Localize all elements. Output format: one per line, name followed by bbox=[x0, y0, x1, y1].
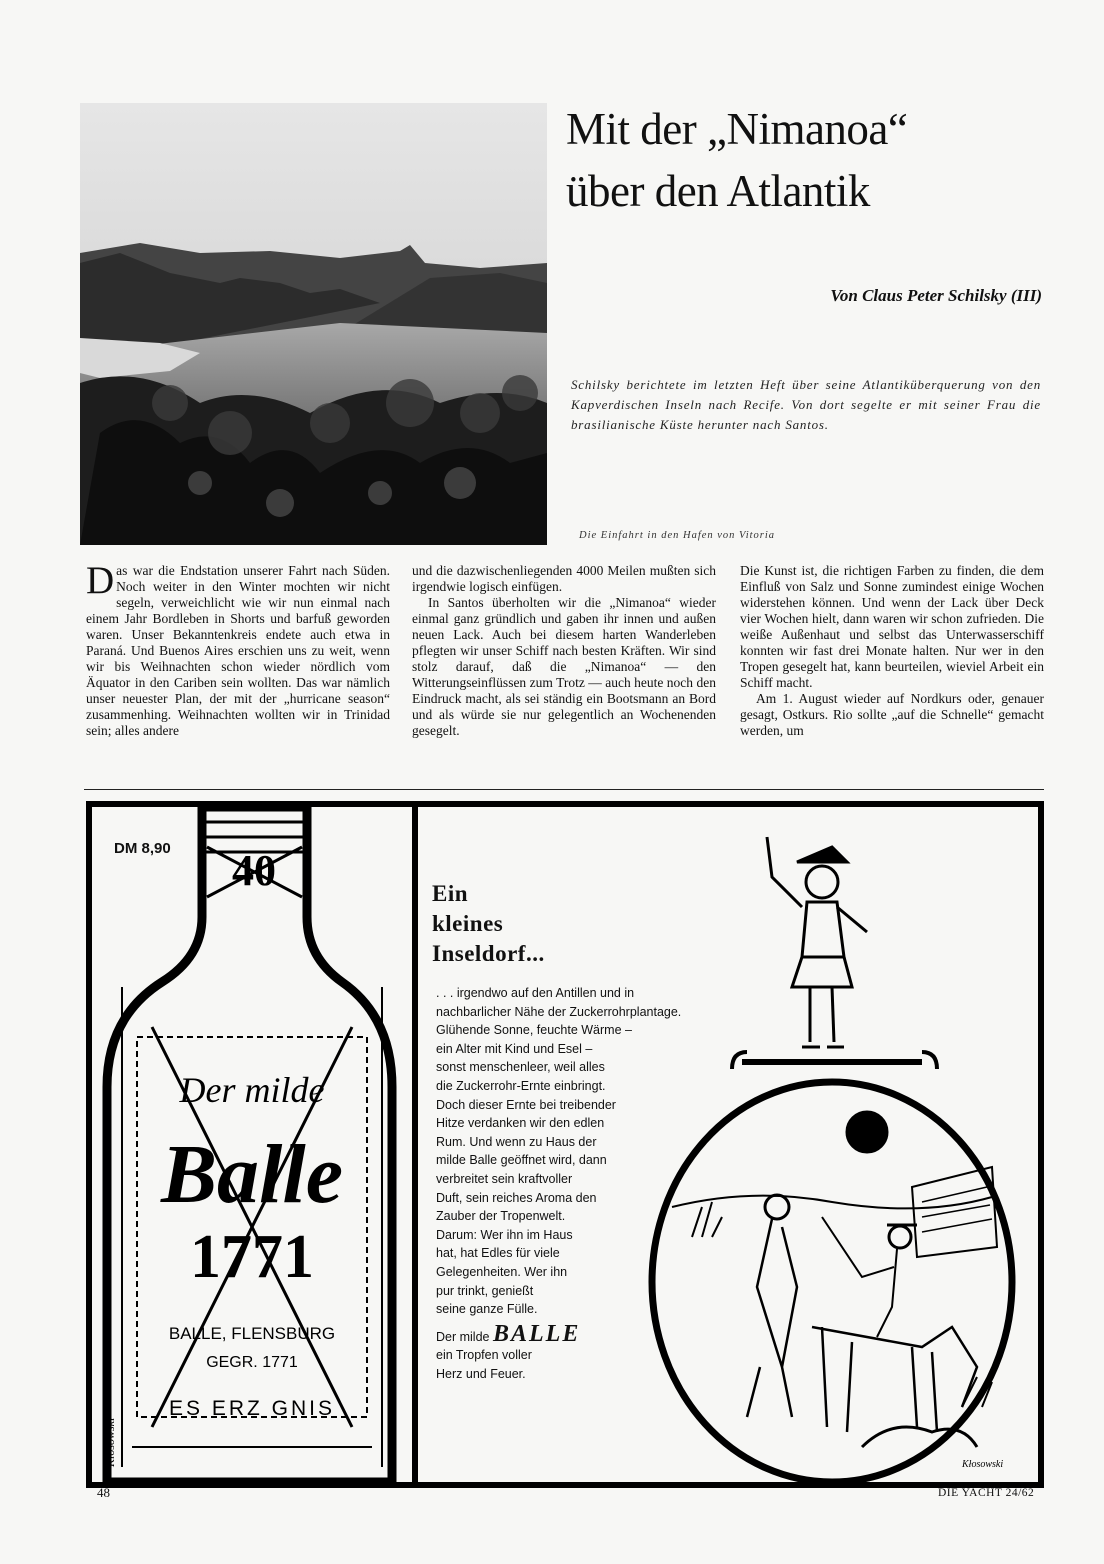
bottle-illustration bbox=[92, 807, 412, 1482]
ad-body-line: Darum: Wer ihn im Haus bbox=[436, 1227, 573, 1242]
article-author: Von Claus Peter Schilsky (III) bbox=[830, 286, 1042, 305]
illustration-signature: Kłosowski bbox=[962, 1459, 1004, 1470]
article-title bbox=[566, 98, 1086, 222]
journal-issue: DIE YACHT 24/62 bbox=[938, 1487, 1035, 1499]
ad-body-line: seine ganze Fülle. bbox=[436, 1302, 538, 1317]
article-column-3 bbox=[740, 563, 1044, 739]
ad-body-line: verbreitet sein kraftvoller bbox=[436, 1171, 573, 1186]
price-tag: DM 8,90 bbox=[114, 840, 171, 857]
bottle-label-year: 1771 bbox=[190, 1223, 314, 1291]
slogan-line-3: Herz und Feuer. bbox=[436, 1366, 526, 1381]
column-2-paragraph-2: In Santos überholten wir die „Nimanoa“ wieder einmal ganz gründlich und gaben ihr innen und außen neuen Lack. Auch bei diesem harten Wanderleben pflegten wir unser Schiff nach besten Kräften. Wir sind stolz darauf, daß die „Nimanoa“ — den Witterungseinflüssen zum Trotz — auch heute noch den Eindruck macht, als sei ständig ein Bootsmann an Bord und als würde sie nur gelegentlich an Wochenenden gesegelt. bbox=[412, 595, 716, 738]
bottle-label-band: ES ERZ GNIS bbox=[168, 1397, 336, 1420]
title-line-1: Mit der „Nimanoa“ bbox=[566, 104, 908, 154]
ad-heading-line-3: Inseldorf... bbox=[432, 941, 545, 966]
ad-body-line: sonst menschenleer, weil alles bbox=[436, 1060, 605, 1075]
bottle-label-gegr: GEGR. 1771 bbox=[206, 1354, 298, 1371]
ad-heading-line-2: kleines bbox=[432, 911, 504, 936]
title-line-2: über den Atlantik bbox=[566, 166, 870, 216]
ad-body-line: Rum. Und wenn zu Haus der bbox=[436, 1134, 597, 1149]
article-column-2 bbox=[412, 563, 716, 739]
ad-body-line: Zauber der Tropenwelt. bbox=[436, 1209, 566, 1224]
ad-heading bbox=[432, 879, 545, 969]
ad-body-line: Doch dieser Ernte bei treibender bbox=[436, 1097, 616, 1112]
drop-cap: D bbox=[86, 559, 115, 602]
ad-body-line: Gelegenheiten. Wer ihn bbox=[436, 1264, 568, 1279]
slogan-line-2: ein Tropfen voller bbox=[436, 1348, 532, 1363]
village-illustration bbox=[632, 807, 1032, 1482]
ad-heading-line-1: Ein bbox=[432, 881, 469, 906]
page-number: 48 bbox=[97, 1485, 110, 1500]
ad-divider bbox=[412, 807, 418, 1482]
column-3-paragraph-1: Die Kunst ist, die richtigen Farben zu finden, die dem Einfluß von Salz und Sonne zumindest einige Wochen widerstehen können. Und wenn der Lack über Deck vier Wochen hielt, dann waren wir schon zufrieden. Die weiße Außenhaut und selbst das Unterwasserschiff konnten wir fast drei Monate halten. Nur wer in den Tropen gesegelt hat, kann beurteilen, wieviel Arbeit ein Schiff macht. bbox=[740, 563, 1044, 690]
bottle-label-maker: BALLE, FLENSBURG bbox=[168, 1324, 336, 1343]
harbor-photo bbox=[80, 103, 547, 545]
ad-body-line: Duft, sein reiches Aroma den bbox=[436, 1190, 597, 1205]
ad-body-line: milde Balle geöffnet wird, dann bbox=[436, 1153, 607, 1168]
slogan-brand: BALLE bbox=[492, 1320, 581, 1347]
column-3-paragraph-2: Am 1. August wieder auf Nordkurs oder, genauer gesagt, Ostkurs. Rio sollte „auf die Schnelle“ gemacht werden, um bbox=[740, 691, 1044, 738]
bottle-label-line1: Der milde bbox=[179, 1070, 325, 1110]
bottle-artist-signature: Kłosowski bbox=[103, 1417, 117, 1467]
ad-body-line: Glühende Sonne, feuchte Wärme – bbox=[436, 1023, 632, 1038]
balle-advertisement bbox=[86, 801, 1044, 1488]
column-1-paragraph-1: as war die Endstation unserer Fahrt nach Süden. Noch weiter in den Winter mochten wir nicht segeln, verweichlicht wie wir nun einmal nach einem Jahr Bordleben in Shorts und barfuß geworden waren. Unser Bekanntenkreis endete auch etwa in Paraná. Und Buenos Aires erschien uns zu weit, wenn wir bis Weihnachten schon wieder nördlich vom Äquator in den Cariben sein wollten. Das war nämlich unser neuester Plan, der mit der „hurricane season“ zusammenhing. Weihnachten wollten wir in Trinidad sein; alles andere bbox=[86, 563, 390, 738]
slogan-pre: Der milde bbox=[436, 1329, 490, 1344]
column-2-paragraph-1: und die dazwischenliegenden 4000 Meilen mußten sich irgendwie logisch einfügen. bbox=[412, 563, 716, 594]
bottle-number: 40 bbox=[232, 846, 276, 895]
bottle-label-brand: Balle bbox=[161, 1128, 343, 1221]
ad-body-line: nachbarlicher Nähe der Zuckerrohrplantage. bbox=[436, 1004, 682, 1019]
ad-body-line: die Zuckerrohr-Ernte einbringt. bbox=[436, 1078, 606, 1093]
section-divider bbox=[84, 789, 1044, 790]
article-column-1 bbox=[86, 559, 390, 739]
ad-body-line: hat, hat Edles für viele bbox=[436, 1246, 560, 1261]
ad-body-line: . . . irgendwo auf den Antillen und in bbox=[436, 986, 635, 1000]
article-intro: Schilsky berichtete im letzten Heft über seine Atlantiküberquerung von den Kapverdischen Inseln nach Recife. Von dort segelte er mit seiner Frau die brasilianische Küste herunter nach Santos. bbox=[571, 377, 1041, 432]
ad-body-line: pur trinkt, genießt bbox=[436, 1283, 534, 1298]
ad-body-line: ein Alter mit Kind und Esel – bbox=[436, 1041, 593, 1056]
ad-body-line: Hitze verdanken wir den edlen bbox=[436, 1116, 605, 1131]
photo-caption: Die Einfahrt in den Hafen von Vitoria bbox=[579, 530, 776, 541]
